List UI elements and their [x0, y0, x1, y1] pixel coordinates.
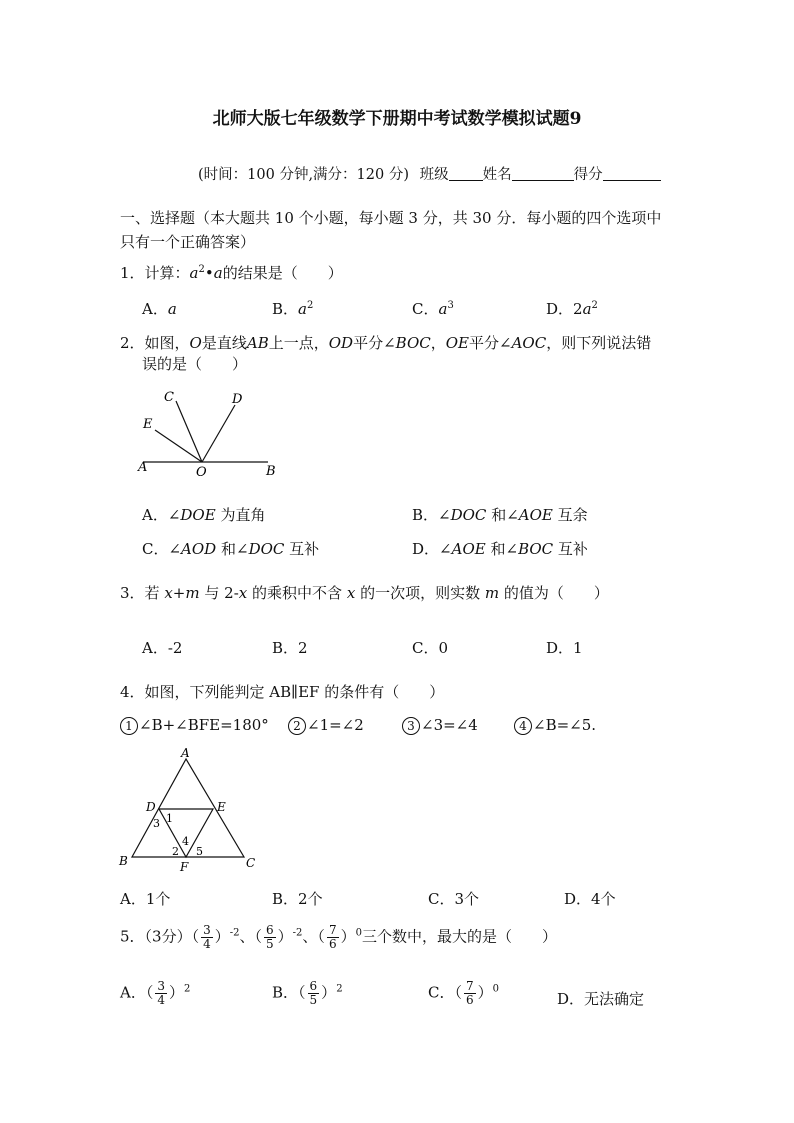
- q3-option-b: B．2: [272, 639, 308, 657]
- q4-option-a: A．1个: [120, 890, 171, 908]
- score-blank: [603, 166, 661, 181]
- ray-od: [202, 405, 235, 462]
- q1-option-c: C．$a^3$: [412, 300, 454, 318]
- question-4: 4．如图，下列能判定 AB∥EF 的条件有（ ）: [120, 683, 445, 701]
- section-line-1: 一、选择题（本大题共 10 个小题，每小题 3 分，共 30 分．每小题的四个选项中: [120, 209, 662, 227]
- q5-option-d: D．无法确定: [557, 990, 645, 1008]
- class-blank: [449, 166, 483, 181]
- time-score-info: (时间：100 分钟,满分：120 分): [198, 167, 409, 183]
- q3-option-c: C．0: [412, 639, 449, 657]
- q1-dot: •: [204, 264, 214, 282]
- q4-option-d: D．4个: [564, 890, 616, 908]
- q5-option-b: B．（ $\frac{6}{5}$ ）$^2$: [272, 979, 343, 1007]
- label-b: B: [266, 464, 276, 479]
- question-2-line-1: 2．如图，O是直线AB上一点，OD平分∠BOC，OE平分∠AOC，则下列说法错: [120, 334, 652, 352]
- q1-exp: 2: [198, 264, 205, 275]
- question-5: 5．（3分）（ $\frac{3}{4}$ ）$^{-2}$、（ $\frac{6}{5}$ ）$^{-2}$、（ $\frac{7}{6}$ ）$^0$三个数中，最大的是（ ）: [120, 923, 557, 951]
- label-a: A: [181, 746, 190, 760]
- q3-option-a: A．-2: [142, 639, 183, 657]
- label-d: D: [232, 392, 243, 407]
- angle-4-label: 4: [182, 835, 189, 848]
- question-1: [120, 262, 343, 283]
- fraction-3-4: $\frac{3}{4}$: [203, 923, 211, 951]
- angle-1-label: 1: [166, 812, 173, 825]
- fraction-6-5: $\frac{6}{5}$: [266, 923, 274, 951]
- angle-2-label: 2: [172, 845, 179, 858]
- q5-option-a: A．（ $\frac{3}{4}$ ）$^2$: [120, 979, 191, 1007]
- q4-condition-2: 2 ∠1=∠2: [288, 716, 364, 735]
- label-c: C: [246, 856, 256, 870]
- section-line-2: 只有一个正确答案）: [120, 233, 256, 251]
- question-3: 3．若 x+m 与 2-x 的乘积中不含 x 的一次项，则实数 m 的值为（ ）: [120, 584, 609, 602]
- q2-figure: [130, 385, 290, 480]
- q1-suffix: 的结果是（ ）: [222, 264, 343, 282]
- q1-option-b: B．$a^2$: [272, 300, 314, 318]
- q2-option-d: D．∠AOE 和∠BOC 互补: [412, 540, 588, 558]
- q5-option-c: C．（ $\frac{7}{6}$ ）$^0$: [428, 979, 500, 1007]
- q1-base: a: [189, 264, 199, 282]
- class-label: 班级: [419, 167, 449, 183]
- angle-3-label: 3: [153, 817, 160, 830]
- name-label: 姓名: [482, 167, 512, 183]
- q1-option-d: D．$2a^2$: [546, 300, 598, 318]
- q4-condition-1: 1 ∠B+∠BFE=180°: [120, 716, 269, 735]
- question-2-line-2: 误的是（ ）: [142, 355, 248, 373]
- label-o: O: [196, 465, 207, 480]
- fraction-7-6: $\frac{7}{6}$: [328, 923, 337, 951]
- q4-figure: [115, 745, 265, 875]
- q3-option-d: D．1: [546, 639, 583, 657]
- q4-option-b: B．2个: [272, 890, 323, 908]
- q1-var: a: [213, 264, 223, 282]
- label-e: E: [217, 800, 226, 814]
- label-c: C: [164, 390, 174, 405]
- q4-condition-3: 3 ∠3=∠4: [402, 716, 478, 735]
- q2-option-b: B．∠DOC 和∠AOE 互余: [412, 506, 588, 524]
- section-header: [120, 206, 661, 254]
- label-b: B: [119, 854, 128, 868]
- q4-option-c: C．3个: [428, 890, 480, 908]
- name-blank: [512, 166, 574, 181]
- label-f: F: [180, 860, 189, 874]
- q1-option-a: A．a: [142, 300, 177, 318]
- label-a: A: [138, 460, 148, 475]
- score-label: 得分: [573, 167, 603, 183]
- q2-option-a: A．∠DOE 为直角: [142, 506, 266, 524]
- label-d: D: [146, 800, 156, 814]
- q1-prefix: 1．计算：: [120, 264, 190, 282]
- page-title: 北师大版七年级数学下册期中考试数学模拟试题9: [212, 109, 582, 129]
- angle-5-label: 5: [196, 845, 203, 858]
- label-e: E: [143, 417, 153, 432]
- q2-option-c: C．∠AOD 和∠DOC 互补: [142, 540, 320, 558]
- exam-meta: [198, 163, 661, 184]
- q4-condition-4: 4 ∠B=∠5.: [514, 716, 596, 735]
